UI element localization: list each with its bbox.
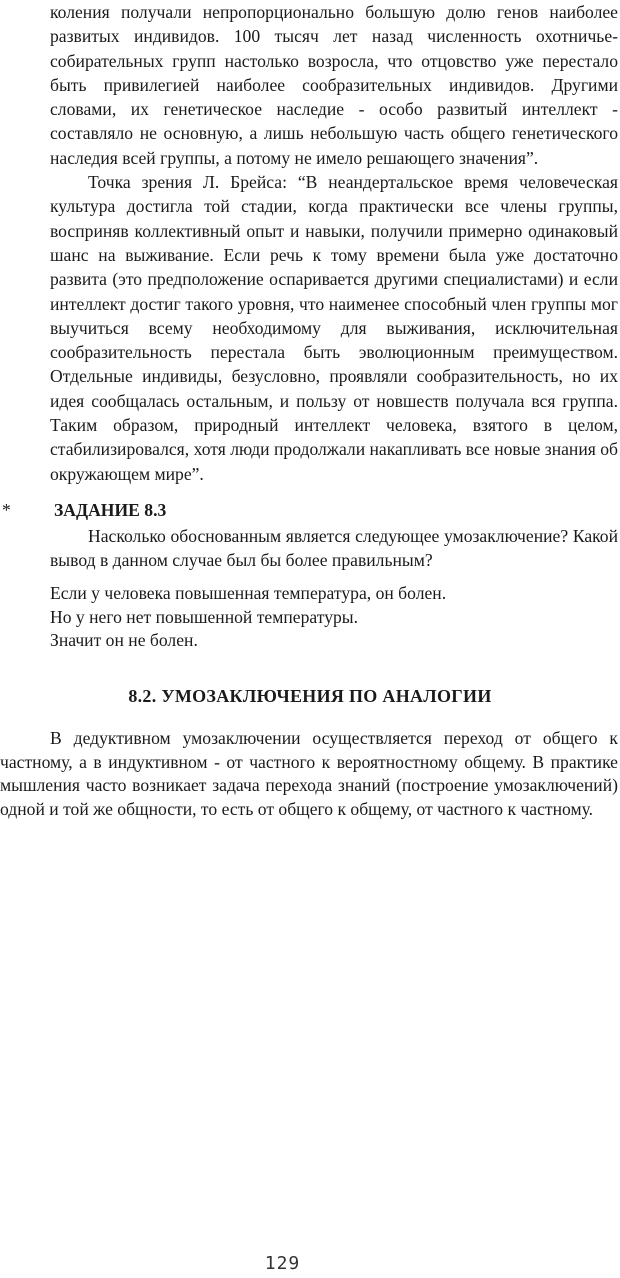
- intro-paragraph: коления получали непропорционально большую долю генов наиболее развитых индивидов. 100 тысяч лет назад численность охотничье-собирательных групп настолько возросла, что отцовство уже перестало быть привилегией наиболее сообразительных индивидов. Другими словами, их генетическое наследие - особо развитый интеллект - составляло не основную, а лишь небольшую часть общего генетического наследия всей группы, а потому не имело решающего значения”.: [50, 2, 618, 168]
- section-title: 8.2. УМОЗАКЛЮЧЕНИЯ ПО АНАЛОГИИ: [128, 686, 492, 706]
- syllogism-line: Значит он не болен.: [50, 630, 198, 651]
- task-question: Насколько обоснованным является следующее умозаключение? Какой вывод в данном случае был бы более правильным?: [50, 526, 618, 571]
- syllogism: [50, 582, 618, 653]
- task-heading: [0, 499, 620, 525]
- section-body: [0, 727, 618, 822]
- page-number: 129: [264, 1253, 301, 1274]
- task-title: ЗАДАНИЕ 8.3: [54, 500, 167, 520]
- syllogism-line: Если у человека повышенная температура, он болен.: [50, 583, 447, 603]
- quote-paragraph: Точка зрения Л. Брейса: “В неандертальское время человеческая культура достигла той стадии, когда практически все члены группы, восприняв коллективный опыт и навыки, получили примерно одинаковый шанс на выживание. Если речь к тому времени была уже достаточно развита (это предположение оспаривается другими специалистами) и если интеллект достиг такого уровня, что наименее способный член группы мог выучиться всему необходимому для выживания, исключительная сообразительность перестала быть эволюционным преимуществом. Отдельные индивиды, безусловно, проявляли сообразительность, но их идея сообщалась остальным, и пользу от новшеств получала вся группа. Таким образом, природный интеллект человека, взятого в целом, стабилизировался, хотя люди продолжали накапливать все новые знания об окружающем мире”.: [50, 172, 618, 484]
- quote-block: [50, 0, 618, 486]
- task-question-block: [50, 524, 618, 573]
- syllogism-line: Но у него нет повышенной температуры.: [50, 606, 359, 627]
- section-paragraph: В дедуктивном умозаключении осуществляется переход от общего к частному, а в индуктивном - от частного к вероятностному общему. В практике мышления часто возникает задача перехода знаний (построение умозаключений) одной и той же общности, то есть от общего к общему, от частного к частному.: [0, 728, 618, 820]
- task-marker: *: [2, 500, 11, 520]
